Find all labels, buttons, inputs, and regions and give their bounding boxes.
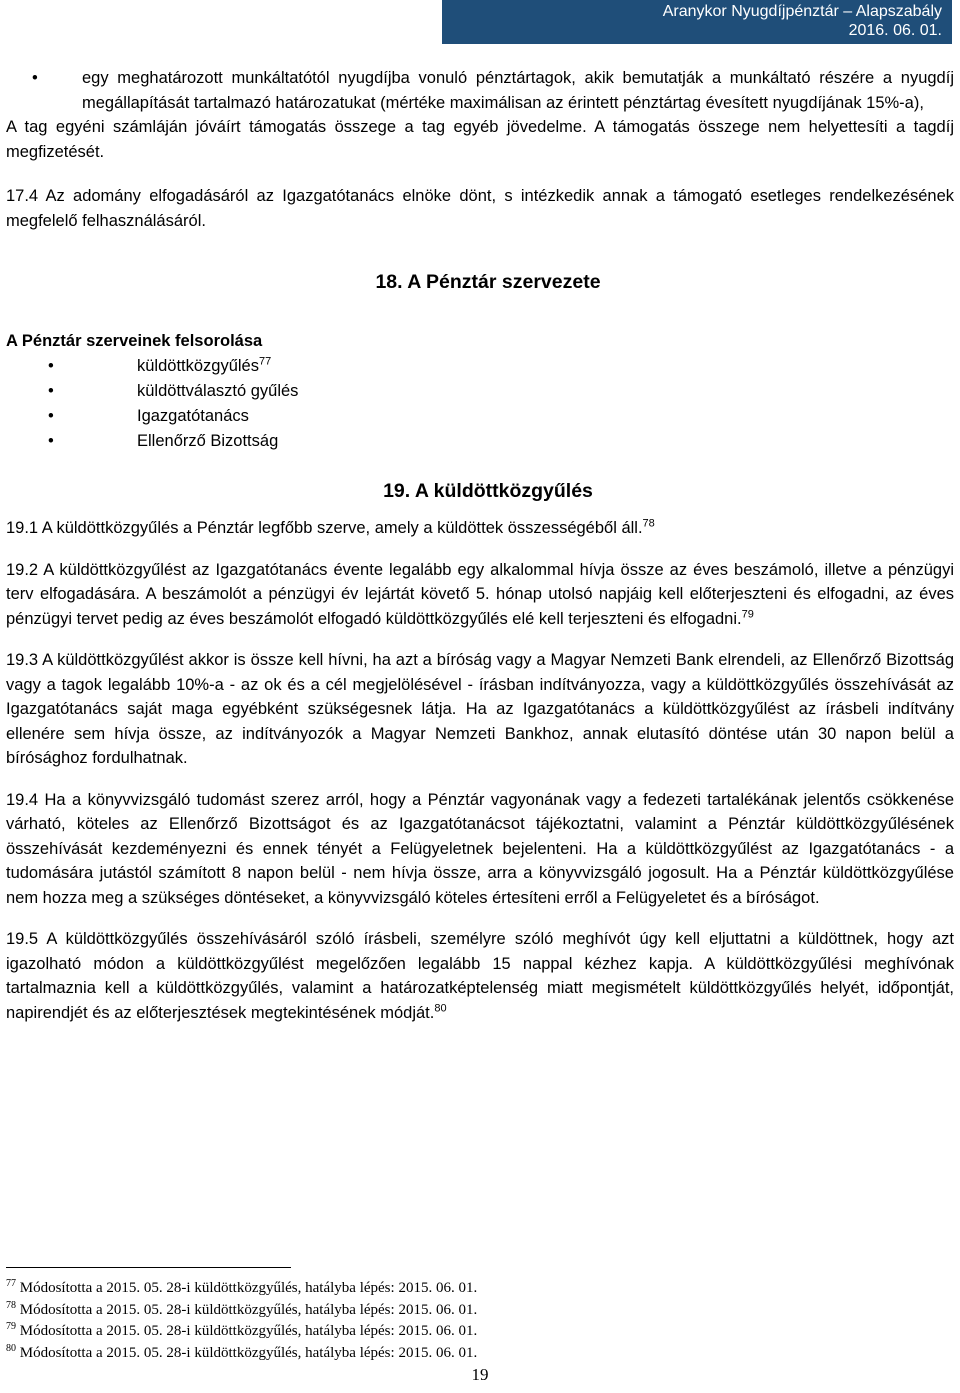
section-19-title: 19. A küldöttközgyűlés bbox=[383, 480, 593, 502]
list-item bbox=[6, 404, 954, 429]
footnote-number: 77 bbox=[6, 1278, 16, 1289]
footnote-text: Módosította a 2015. 05. 28-i küldöttközgyűlés, hatályba lépés: 2015. 06. 01. bbox=[19, 1280, 478, 1296]
bullet-icon: • bbox=[48, 432, 54, 450]
header-title: Aranykor Nyugdíjpénztár – Alapszabály bbox=[662, 3, 942, 20]
main-content bbox=[6, 66, 954, 1025]
paragraph-19-5-text: 19.5 A küldöttközgyűlés összehívásáról szóló írásbeli, személyre szóló meghívót úgy kell eljuttatni a küldöttnek, hogy azt igazolható módon a küldöttközgyűlést megelőzően legalább 15 nappal kézhez kapja. A küldöttközgyűlési meghívónak tartalmaznia kell a küldöttközgyűlés, valamint a határozatképtelenség miatt megismételt küldöttközgyűlés helyét, időpontját, napirendjét és az előterjesztések megtekintésének módját. bbox=[6, 930, 954, 1022]
paragraph-19-5 bbox=[6, 927, 954, 1025]
footnote-ref: 79 bbox=[741, 608, 754, 620]
footnote-ref: 80 bbox=[434, 1002, 447, 1014]
list-item-text: küldöttközgyűlés bbox=[137, 357, 259, 375]
footnote-ref: 77 bbox=[259, 355, 272, 368]
paragraph-19-1 bbox=[6, 516, 954, 541]
list-item-text: küldöttválasztó gyűlés bbox=[137, 382, 299, 400]
bullet-icon: • bbox=[48, 382, 54, 400]
paragraph-19-3: 19.3 A küldöttközgyűlést akkor is össze kell hívni, ha azt a bíróság vagy a Magyar Nemzeti Bank elrendeli, az Ellenőrző Bizottság vagy a tagok legalább 10%-a - az ok és a cél megjelölésével - írásban indítványozza, vagy a küldöttközgyűlés összehívását az Igazgatótanács saját maga egyébként szükségesnek látja. Ha az Igazgatótanács a küldöttközgyűlést az írásbeli indítvány ellenére sem hívja össze, az indítványozók a Magyar Nemzeti Bankhoz, annak elutasító döntése után 30 napon belül a bírósághoz fordulhatnak. bbox=[6, 651, 954, 767]
footnotes bbox=[6, 1278, 946, 1364]
continued-paragraph: A tag egyéni számláján jóváírt támogatás összege a tag egyéb jövedelme. A támogatás összege nem helyettesíti a tagdíj megfizetését. bbox=[6, 118, 954, 161]
footnote bbox=[6, 1321, 946, 1343]
organs-list-title: A Pénztár szerveinek felsorolása bbox=[6, 332, 263, 350]
bullet-icon: • bbox=[32, 69, 38, 87]
footnote-ref: 78 bbox=[642, 517, 655, 530]
paragraph-19-4: 19.4 Ha a könyvvizsgáló tudomást szerez arról, hogy a Pénztár vagyonának vagy a fedezeti tartalékának jelentős csökkenése várható, köteles az Ellenőrző Bizottságot és az Igazgatótanácsot tájékoztatni, valamint a Pénztár küldöttközgyűlésének összehívását kezdeményezni és ennek tényét a Felügyeletnek bejelenteni. Ha a küldöttközgyűlést az Igazgatótanács - a tudomására jutástól számított 8 napon belül - nem hívja össze, arra a könyvvizsgáló jogosult. Ha a Pénztár küldöttközgyűlése nem hozza meg a szükséges döntéseket, a könyvvizsgáló köteles értesíteni erről a Felügyeletet és a bíróságot. bbox=[6, 790, 954, 907]
list-item bbox=[6, 379, 954, 404]
paragraph-19-2-text: 19.2 A küldöttközgyűlést az Igazgatótanács évente legalább egy alkalommal hívja össze az éves beszámoló, illetve a pénzügyi terv elfogadására. A beszámolót a pénzügyi év lejártát követő 5. hónap utolsó napjáig kell előterjeszteni és elfogadni, az éves pénzügyi tervet pedig az éves beszámolót elfogadó küldöttközgyűlés elé kell terjeszteni és elfogadni. bbox=[6, 560, 954, 628]
bullet-icon: • bbox=[48, 357, 54, 375]
footnote-separator bbox=[6, 1267, 291, 1268]
page-number: 19 bbox=[471, 1365, 489, 1384]
continued-bullet-item bbox=[6, 66, 954, 115]
footnote-number: 80 bbox=[6, 1342, 16, 1354]
footnote-text: Módosította a 2015. 05. 28-i küldöttközgyűlés, hatályba lépés: 2015. 06. 01. bbox=[19, 1344, 478, 1361]
header-date: 2016. 06. 01. bbox=[848, 22, 942, 39]
paragraph-17-4: 17.4 Az adomány elfogadásáról az Igazgatótanács elnöke dönt, s intézkedik annak a támogató esetleges rendelkezésének megfelelő felhasználásáról. bbox=[6, 187, 954, 230]
organs-list bbox=[6, 354, 954, 454]
running-header bbox=[442, 0, 952, 44]
paragraph-19-1-text: 19.1 A küldöttközgyűlés a Pénztár legfőbb szerve, amely a küldöttek összességéből áll. bbox=[6, 519, 643, 537]
bullet-icon: • bbox=[48, 407, 54, 425]
section-18-title: 18. A Pénztár szervezete bbox=[375, 271, 601, 293]
footnote-text: Módosította a 2015. 05. 28-i küldöttközgyűlés, hatályba lépés: 2015. 06. 01. bbox=[19, 1323, 478, 1339]
list-item-text: Ellenőrző Bizottság bbox=[137, 432, 279, 450]
footnote-text: Módosította a 2015. 05. 28-i küldöttközgyűlés, hatályba lépés: 2015. 06. 01. bbox=[19, 1301, 478, 1318]
continued-bullet-text: egy meghatározott munkáltatótól nyugdíjba vonuló pénztártagok, akik bemutatják a munkáltató részére a nyugdíj megállapítását tartalmazó határozatukat (mértéke maximálisan az érintett pénztártag évesített nyugdíjának 15%-a), bbox=[82, 69, 954, 112]
paragraph-19-2 bbox=[6, 558, 954, 632]
list-item bbox=[6, 354, 954, 379]
footnote bbox=[6, 1343, 946, 1365]
list-item bbox=[6, 429, 954, 454]
footnote-number: 78 bbox=[6, 1299, 16, 1311]
footnote bbox=[6, 1300, 946, 1322]
list-item-text: Igazgatótanács bbox=[137, 407, 249, 425]
footnote bbox=[6, 1278, 946, 1300]
footnote-number: 79 bbox=[6, 1321, 16, 1332]
